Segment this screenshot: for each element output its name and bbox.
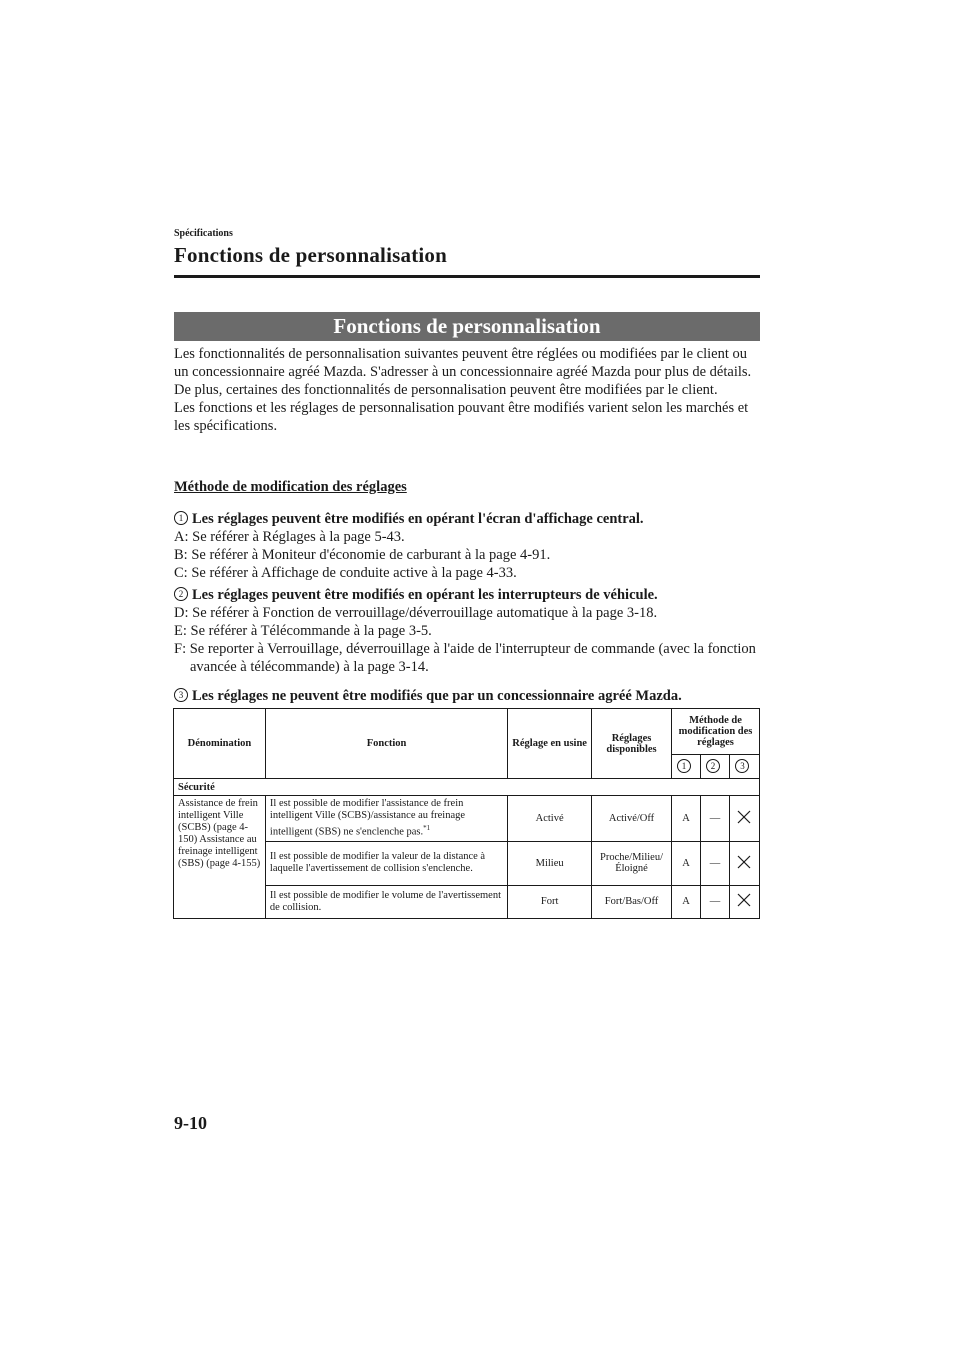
- available-cell: Activé/Off: [592, 796, 672, 842]
- method-line: E: Se référer à Télécommande à la page 3-5.: [174, 623, 432, 639]
- section-banner: Fonctions de personnalisation: [174, 312, 760, 341]
- method-line: C: Se référer à Affichage de conduite active à la page 4-33.: [174, 565, 517, 581]
- function-cell: Il est possible de modifier la valeur de la distance à laquelle l'avertissement de collision s'enclenche.: [265, 841, 507, 885]
- cross-icon: [737, 810, 751, 824]
- header-method: Méthode de modification des réglages: [672, 709, 760, 755]
- page-number: 9-10: [174, 1113, 207, 1133]
- method-line: D: Se référer à Fonction de verrouillage/déverrouillage automatique à la page 3-18.: [174, 605, 658, 621]
- available-cell: Fort/Bas/Off: [592, 885, 672, 918]
- method-item-2: [174, 586, 764, 676]
- method-line: F: Se reporter à Verrouillage, déverrouillage à l'aide de l'interrupteur de commande (avec la fonction avancée à télécommande) à la page 3-14.: [174, 641, 756, 675]
- method-heading-text: Les réglages ne peuvent être modifiés que par un concessionnaire agréé Mazda.: [192, 688, 682, 704]
- method-1-cell: A: [672, 796, 701, 842]
- method-2-cell: —: [700, 841, 729, 885]
- intro-text: [174, 345, 764, 435]
- number-circle-icon: 3: [735, 759, 749, 773]
- function-cell: Il est possible de modifier l'assistance de frein intelligent Ville (SCBS)/assistance au freinage intelligent (SBS) ne s'enclenche pas.$^{*1}$: [265, 796, 507, 842]
- method-heading-text: Les réglages peuvent être modifiés en opérant l'écran d'affichage central.: [192, 511, 644, 527]
- number-circle-icon: 2: [174, 587, 188, 601]
- number-circle-icon: 3: [174, 688, 188, 702]
- customization-table: [173, 708, 760, 919]
- header-name: Dénomination: [174, 709, 266, 779]
- table-row: [174, 796, 760, 842]
- header-factory-setting: Réglage en usine: [508, 709, 592, 779]
- method-item-3: [174, 687, 764, 705]
- cross-icon: [737, 855, 751, 869]
- page-title: Fonctions de personnalisation: [174, 243, 448, 267]
- factory-cell: Milieu: [508, 841, 592, 885]
- method-1-cell: A: [672, 885, 701, 918]
- function-cell: Il est possible de modifier le volume de l'avertissement de collision.: [265, 885, 507, 918]
- header-available-settings: Réglages disponibles: [592, 709, 672, 779]
- method-2-cell: —: [700, 796, 729, 842]
- feature-name: Assistance de frein intelligent Ville (SCBS) (page 4-150) Assistance au freinage intelligent (SBS) (page 4-155): [174, 796, 266, 919]
- section-label: Spécifications: [174, 228, 233, 239]
- method-heading-text: Les réglages peuvent être modifiés en opérant les interrupteurs de véhicule.: [192, 587, 658, 603]
- method-item-1: [174, 510, 764, 582]
- intro-paragraph: Les fonctions et les réglages de personnalisation pouvant être modifiés varient selon les marchés et les spécifications.: [174, 400, 749, 434]
- available-cell: Proche/Milieu/ Éloigné: [592, 841, 672, 885]
- table-section-label: Sécurité: [174, 779, 760, 796]
- method-heading: Méthode de modification des réglages: [174, 479, 407, 495]
- intro-paragraph: Les fonctionnalités de personnalisation suivantes peuvent être réglées ou modifiées par le client ou un concessionnaire agréé Mazda. S'adresser à un concessionnaire agréé Mazda pour plus de détails.: [174, 346, 752, 380]
- factory-cell: Activé: [508, 796, 592, 842]
- method-line: A: Se référer à Réglages à la page 5-43.: [174, 529, 405, 545]
- method-line: B: Se référer à Moniteur d'économie de carburant à la page 4-91.: [174, 547, 551, 563]
- header-function: Fonction: [265, 709, 507, 779]
- method-1-cell: A: [672, 841, 701, 885]
- method-2-cell: —: [700, 885, 729, 918]
- cross-icon: [737, 893, 751, 907]
- number-circle-icon: 1: [677, 759, 691, 773]
- header-rule: [174, 275, 760, 278]
- number-circle-icon: 2: [706, 759, 720, 773]
- factory-cell: Fort: [508, 885, 592, 918]
- intro-paragraph: De plus, certaines des fonctionnalités de personnalisation peuvent être modifiées par le client.: [174, 382, 718, 398]
- number-circle-icon: 1: [174, 511, 188, 525]
